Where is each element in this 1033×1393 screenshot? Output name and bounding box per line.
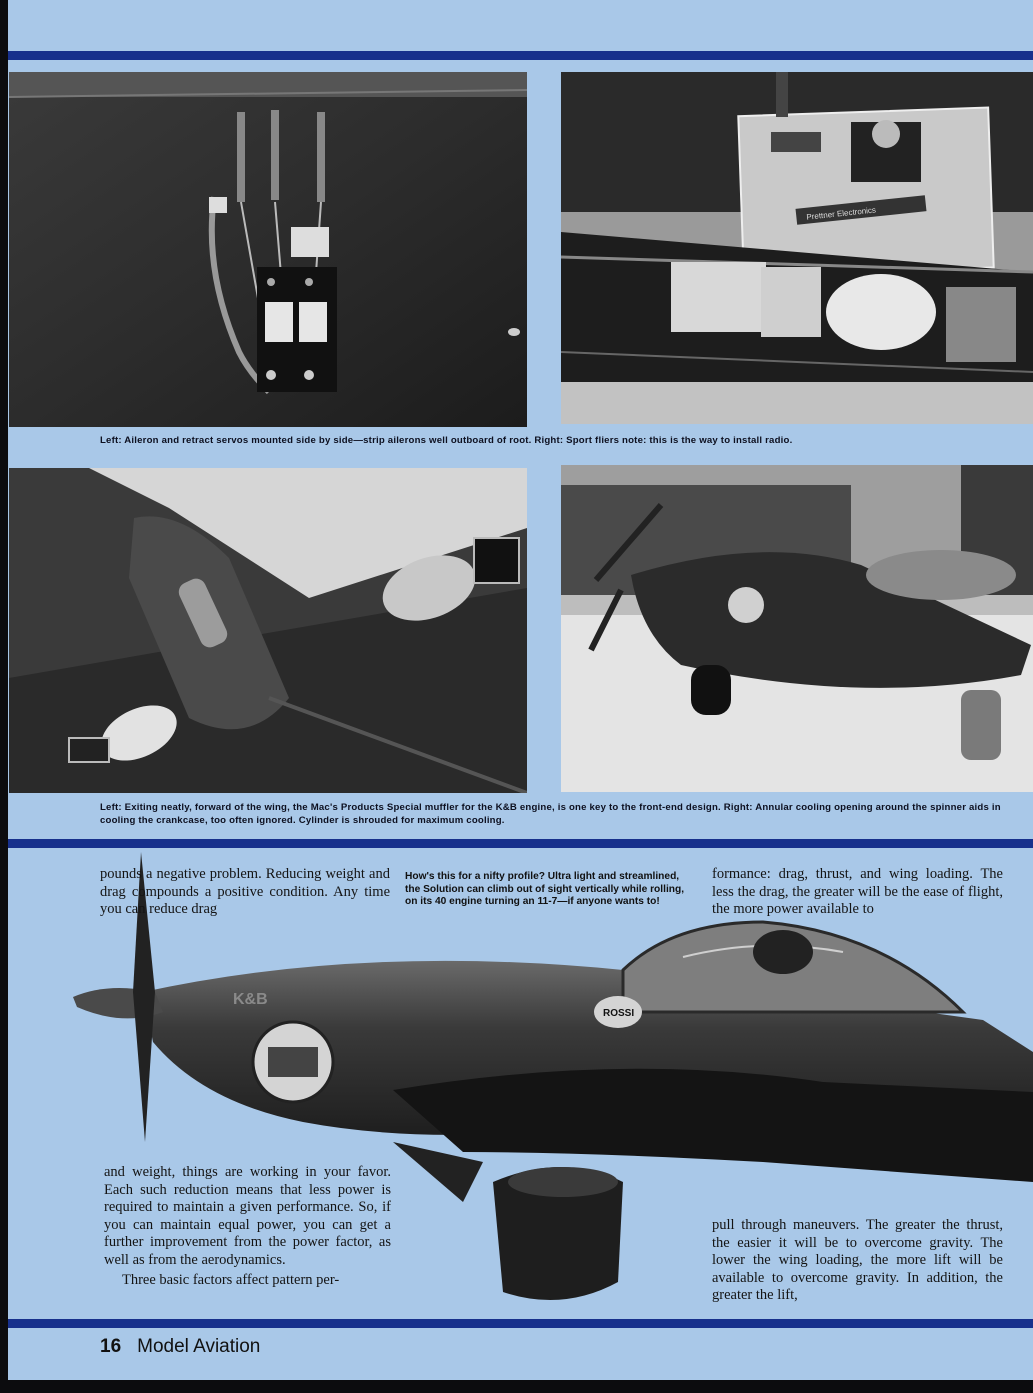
- radio-plate-label: Prettner Electronics: [805, 205, 877, 222]
- paragraph-col3-bottom: pull through maneuvers. The greater the thrust, the easier it will be to overcome gravity. The lower the wing loading, the more lift will be available to overcome gravity. In addition, the greater the lift,: [712, 1217, 1003, 1303]
- paragraph-col1-bottom: and weight, things are working in your favor. Each such reduction means that less power is required to maintain a given performance. So, if you can maintain equal power, you can get a further improvement from the power factor, as well as from the aerodynamics.: [104, 1164, 391, 1268]
- photo-aileron-servos: [9, 72, 527, 427]
- photo-muffler: [9, 468, 527, 793]
- photo-caption-profile: How's this for a nifty profile? Ultra light and streamlined, the Solution can climb out of sight vertically while rolling, on its 40 engine turning an 11-7—if anyone wants to!: [405, 871, 685, 907]
- page-number: 16: [100, 1336, 122, 1357]
- magazine-name: Model Aviation: [137, 1336, 261, 1357]
- paragraph-col1-top: pounds a negative problem. Reducing weight and drag compounds a positive condition. Any time you can reduce drag: [100, 866, 390, 917]
- caption-middle: Left: Exiting neatly, forward of the wing, the Mac's Products Special muffler for the K&B engine, is one key to the front-end design. Right: Annular cooling opening around the spinner aids in cooling the crankcase, too often ignored. Cylinder is shrouded for maximum cooling.: [100, 802, 1001, 826]
- photo-radio-install: [561, 72, 1033, 424]
- rossi-decal: ROSSI: [603, 1008, 635, 1019]
- bottom-rule: [8, 1319, 1033, 1328]
- top-rule: [8, 51, 1033, 60]
- paragraph-col3-top: formance: drag, thrust, and wing loading. The less the drag, the greater will be the ease of flight, the more power available to: [712, 866, 1003, 917]
- kb-decal: K&B: [233, 991, 268, 1008]
- paragraph-col1-para2: Three basic factors affect pattern per-: [122, 1272, 340, 1288]
- text-column-1-top: [100, 866, 390, 919]
- middle-rule: [8, 839, 1033, 848]
- page-footer: [100, 1336, 260, 1358]
- text-column-3-top: [712, 866, 1003, 919]
- caption-top: Left: Aileron and retract servos mounted side by side—strip ailerons well outboard of root. Right: Sport fliers note: this is the way to install radio.: [100, 435, 793, 446]
- text-column-3-bottom: [712, 1217, 1003, 1305]
- photo-plane-snow: [561, 465, 1033, 792]
- magazine-page: [8, 0, 1033, 1380]
- text-column-1-bottom: [104, 1164, 391, 1290]
